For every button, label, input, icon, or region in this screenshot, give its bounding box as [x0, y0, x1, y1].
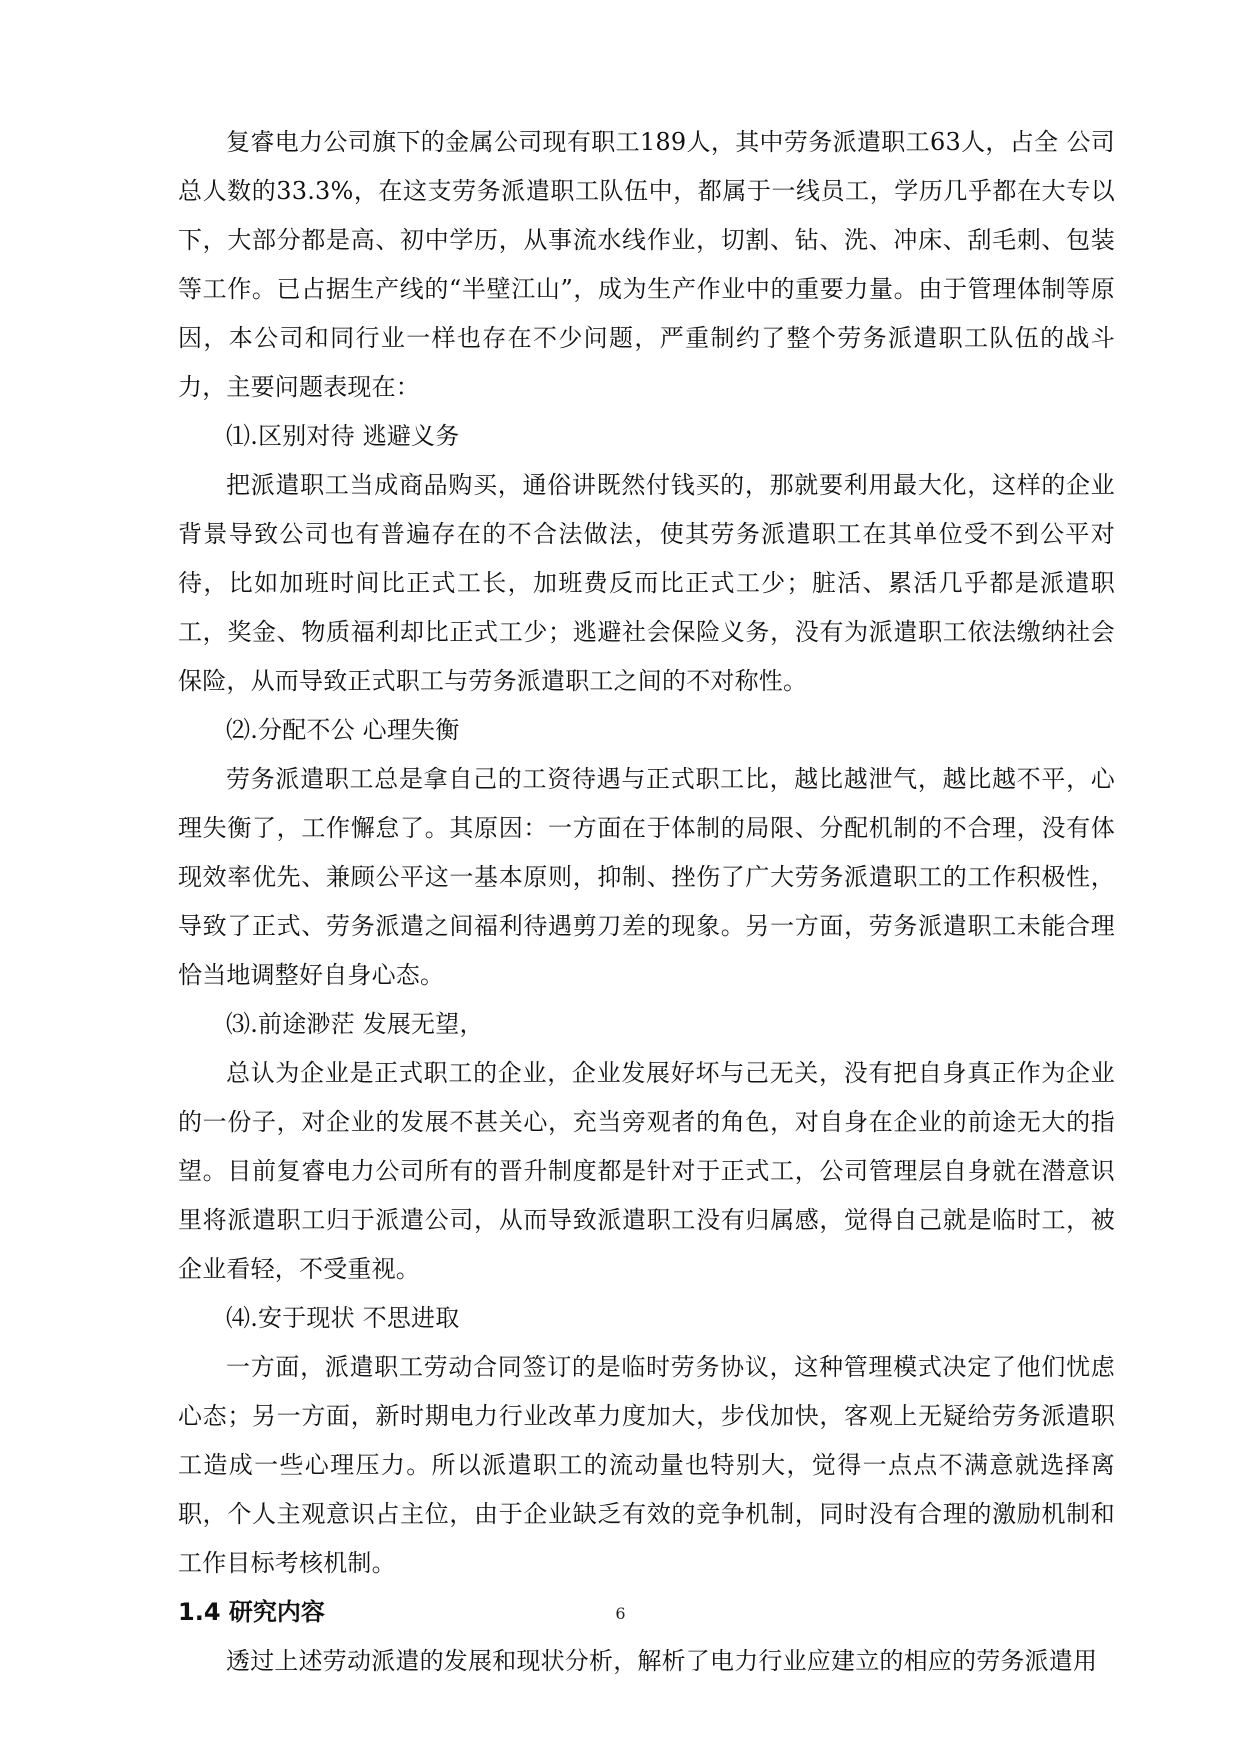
paragraph: 把派遣职工当成商品购买，通俗讲既然付钱买的，那就要利用最大化，这样的企业背景导致公司也有普遍存在的不合法做法，使其劳务派遣职工在其单位受不到公平对待，比如加班时间比正式工长，加班费反而比正式工少；脏活、累活几乎都是派遣职工，奖金、物质福利却比正式工少；逃避社会保险义务，没有为派遣职工依法缴纳社会保险，从而导致正式职工与劳务派遣职工之间的不对称性。 [178, 471, 1115, 695]
paragraph: 透过上述劳动派遣的发展和现状分析，解析了电力行业应建立的相应的劳务派遣用 [226, 1647, 1098, 1675]
paragraph: 复睿电力公司旗下的金属公司现有职工189人，其中劳务派遣职工63人，占全 公司总人数的33.3%，在这支劳务派遣职工队伍中，都属于一线员工，学历几乎都在大专以下，大部分都是高、初中学历，从事流水线作业，切割、钻、洗、冲床、刮毛刺、包装等工作。已占据生产线的“半壁江山”，成为生产作业中的重要力量。由于管理体制等原因，本公司和同行业一样也存在不少问题，严重制约了整个劳务派遣职工队伍的战斗力，主要问题表现在： [178, 128, 1115, 401]
section-heading: 1.4 研究内容 [178, 1598, 325, 1626]
page-number: 6 [615, 1604, 626, 1623]
paragraph: 劳务派遣职工总是拿自己的工资待遇与正式职工比，越比越泄气，越比越不平，心理失衡了，工作懈怠了。其原因：一方面在于体制的局限、分配机制的不合理，没有体现效率优先、兼顾公平这一基本原则，抑制、挫伤了广大劳务派遣职工的工作积极性，导致了正式、劳务派遣之间福利待遇剪刀差的现象。另一方面，劳务派遣职工未能合理恰当地调整好自身心态。 [178, 765, 1115, 989]
subsection-heading: ⑴.区别对待 逃避义务 [226, 422, 460, 450]
document-body [178, 118, 1115, 1686]
subsection-heading: ⑵.分配不公 心理失衡 [226, 716, 460, 744]
subsection-heading: ⑶.前途渺茫 发展无望， [226, 1010, 484, 1038]
paragraph: 总认为企业是正式职工的企业，企业发展好坏与己无关，没有把自身真正作为企业的一份子，对企业的发展不甚关心，充当旁观者的角色，对自身在企业的前途无大的指望。目前复睿电力公司所有的晋升制度都是针对于正式工，公司管理层自身就在潜意识里将派遣职工归于派遣公司，从而导致派遣职工没有归属感，觉得自己就是临时工，被企业看轻，不受重视。 [178, 1059, 1115, 1283]
subsection-heading: ⑷.安于现状 不思进取 [226, 1304, 460, 1332]
paragraph: 一方面，派遣职工劳动合同签订的是临时劳务协议，这种管理模式决定了他们忧虑心态；另一方面，新时期电力行业改革力度加大，步伐加快，客观上无疑给劳务派遣职工造成一些心理压力。所以派遣职工的流动量也特别大，觉得一点点不满意就选择离职，个人主观意识占主位，由于企业缺乏有效的竞争机制，同时没有合理的激励机制和工作目标考核机制。 [178, 1353, 1115, 1577]
